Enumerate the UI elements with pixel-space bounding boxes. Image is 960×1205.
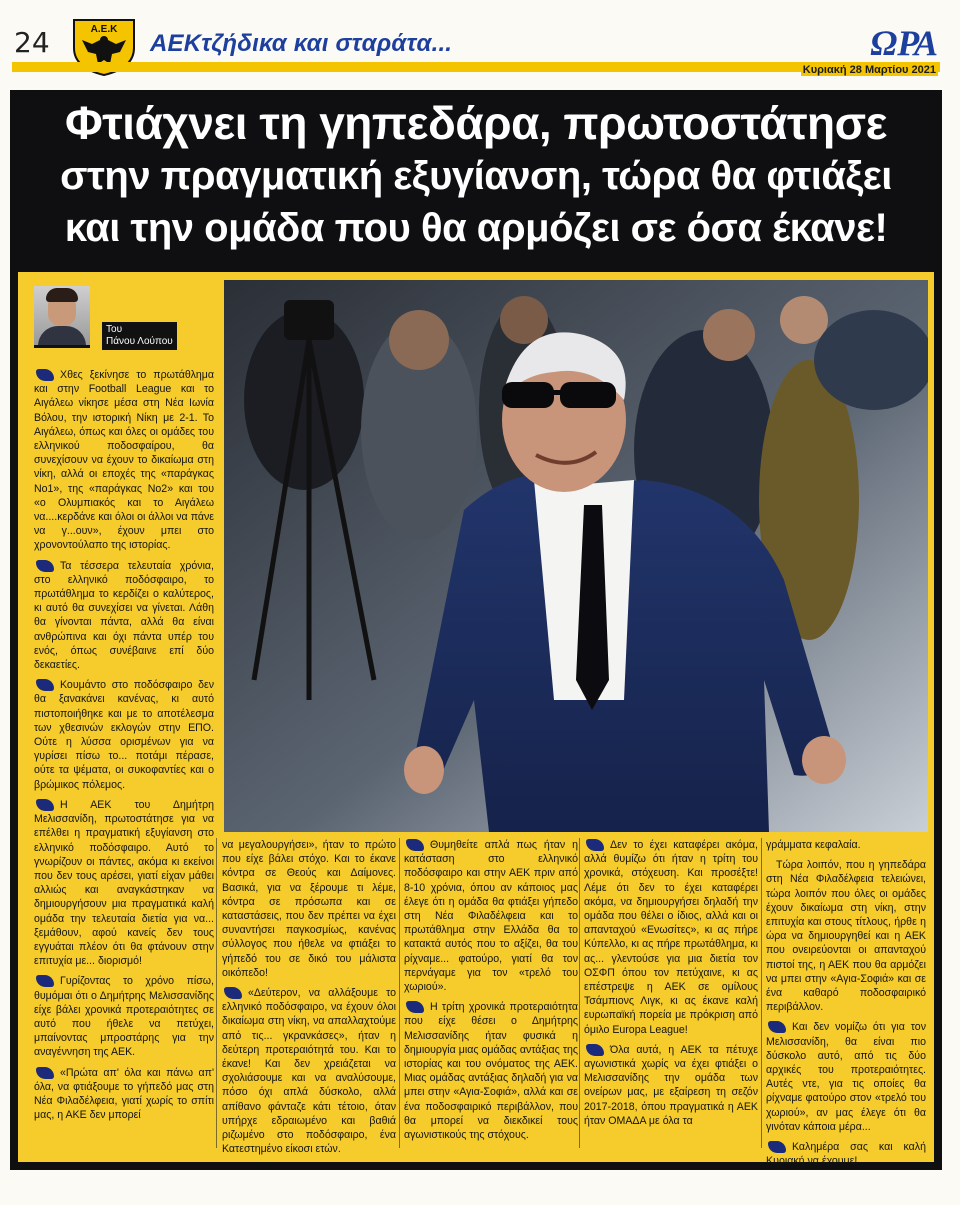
column-divider xyxy=(399,838,400,1148)
paragraph: Χθες ξεκίνησε το πρωτάθλημα και στην Football League και το Αιγάλεω νίκησε μέσα στη Νέα Ιωνία Βόλου, την ιστορική Νίκη με 2-1. Το Αιγάλεω, όπως και όλες οι ομάδες του ελληνικού ποδοσφαίρου, θα συνεχίσουν να έχουν το δικαίωμα στη νίκη, αλλά οι εποχές της «παράγκας Νο1», της «παράγκας Νο2» και του «ο Ολυμπιακός και το Αιγάλεω να....κερδάνε και όλοι οι άλλοι να πάνε να γ...ουν», έχουν μπει στο χρονοντούλαπο της ιστορίας. xyxy=(34,369,214,552)
article-frame xyxy=(10,90,942,1170)
text-column-4 xyxy=(584,838,758,1134)
melissanidis-photo xyxy=(224,280,928,832)
author-photo xyxy=(34,286,90,348)
article-body xyxy=(18,272,934,1168)
issue-date: Κυριακή 28 Μαρτίου 2021 xyxy=(802,64,936,76)
author-prefix: Του xyxy=(106,324,123,335)
column-divider xyxy=(579,838,580,1148)
paragraph: Και δεν νομίζω ότι για τον Μελισσανίδη, θα είναι πιο δύσκολο αυτό, από τις δύο αρχικές του προτεραιότητες. Αυτές ντε, για τις οποίες θα ρίχναμε φατούρο στον «τρελό του χωριού», αν μας έλεγε ότι θα γινόταν κάποια μέρα... xyxy=(766,1021,926,1133)
column-divider xyxy=(216,838,217,1148)
paragraph: να μεγαλουργήσει», ήταν το πρώτο που είχε βάλει στόχο. Και το έκανε κόντρα σε Θεούς και Δαίμονες. Βασικά, για να ξέρουμε τι λέμε, κόντρα σε πρόσωπα και σε καταστάσεις, που δεν πρέπει να έχει συναντήσει παγκοσμίως, κανένας σύλλογος που ήθελε να φτιάξει το γήπεδό του σε δικό του μάλιστα οικόπεδο! xyxy=(222,839,396,979)
headline-line-3: και την ομάδα που θα αρμόζει σε όσα έκανε! xyxy=(64,206,888,250)
text-column-5 xyxy=(766,838,926,1174)
masthead xyxy=(8,18,944,80)
text-column-2 xyxy=(222,838,396,1162)
paragraph: Θυμηθείτε απλά πως ήταν η κατάσταση στο ελληνικό ποδόσφαιρο και στην ΑΕΚ πριν από 8-10 χρόνια, όπου αν κάποιος μας έλεγε ότι η ομάδα θα φτιάξει γήπεδο στη Νέα Φιλαδέλφεια και το πρωτάθλημα στην Ελλάδα θα το κατακτά αυτός που το αξίζει, θα του ρίχναμε... φατούρο, γιατί θα τον περνάγαμε για τον «τρελό του χωριού». xyxy=(404,839,578,994)
paragraph: «Δεύτερον, να αλλάξουμε το ελληνικό ποδόσφαιρο, να έχουν όλοι δικαίωμα στη νίκη, να απαλλαχτούμε από τις... γκρανκάσες», ήταν η δεύτερη προτεραιότητά του. Και το έκανε! Και δεν χρειάζεται να σχολιάσουμε και να αναλύσουμε, πόσο όχι απλά δύσκολο, αλλά απίθανο φάνταζε κάτι τέτοιο, όταν υπήρχε εδραιωμένο και βαθιά ριζωμένο στο ποδόσφαιρο, ένα Κατεστημένο είκοσι ετών. xyxy=(222,987,396,1156)
column-divider xyxy=(761,838,762,1148)
headline-line-1: Φτιάχνει τη γηπεδάρα, πρωτοστάτησε xyxy=(65,97,887,149)
article-photo xyxy=(224,280,928,832)
paragraph: Τώρα λοιπόν, που η γηπεδάρα στη Νέα Φιλαδέλφεια τελειώνει, τώρα λοιπόν που όλες οι ομάδες έχουν δικαίωμα στη νίκη, στην επιτυχία και στους τίτλους, ήρθε η ώρα να δημιουργηθεί και η ΑΕΚ που ονειρεύονται οι απανταχού πιστοί της, η ΑΕΚ που θα αρμόζει να μπει στην «Αγια-Σοφιά» και σε ένα καθαρό ποδοσφαιρικό περιβάλλον. xyxy=(766,859,926,1014)
paragraph: Γυρίζοντας το χρόνο πίσω, θυμόμαι ότι ο Δημήτρης Μελισσανίδης είχε βάλει χρονικά προτεραιότητες σε αυτό που ήθελε να πετύχει, μπαίνοντας μπροστάρης για την αναγέννηση της ΑΕΚ. xyxy=(34,975,214,1059)
page-number: 24 xyxy=(14,26,50,59)
text-column-1 xyxy=(34,368,214,1128)
paragraph: Καλημέρα σας και καλή Κυριακή να έχουμε! xyxy=(766,1141,926,1168)
paragraph: Όλα αυτά, η ΑΕΚ τα πέτυχε αγωνιστικά χωρίς να έχει φτιάξει ο Μελισσανίδης την ομάδα των ονείρων μας, με εξαίρεση τη σεζόν 2017-2018, όπου πραγματικά η ΑΕΚ ήταν ΟΜΑΔΑ με όλα τα xyxy=(584,1043,758,1127)
headline-line-2: στην πραγματική εξυγίανση, τώρα θα φτιάξει xyxy=(60,154,892,198)
paragraph: γράμματα κεφαλαία. xyxy=(766,839,861,851)
author-label xyxy=(102,322,177,350)
paragraph: Η τρίτη χρονικά προτεραιότητα που είχε θέσει ο Δημήτρης Μελισσανίδης ήταν φυσικά η δημιουργία μιας ομάδας αντάξιας της ιστορίας και του ονόματος της ΑΕΚ. Μιας ομάδας αντάξιας δηλαδή για να μπει στην «Αγια-Σοφιά», αλλά και σε ένα ποδοσφαιρικό περιβάλλον, που θα μπορεί να διεκδικεί τους αγωνιστικούς της στόχους. xyxy=(404,1001,578,1142)
author-name: Πάνου Λούπου xyxy=(106,336,173,347)
paragraph: «Πρώτα απ' όλα και πάνω απ' όλα, να φτιάξουμε το γήπεδό μας στη Νέα Φιλαδέλφεια, γιατί χωρίς το σπίτι μας, η ΑΚΕ δεν μπορεί xyxy=(34,1066,214,1122)
crest-lettering: Α.Ε.Κ xyxy=(90,24,118,35)
paragraph: Τα τέσσερα τελευταία χρόνια, στο ελληνικό ποδόσφαιρο, το πρωτάθλημα το κερδίζει ο καλύτερος, κι αυτό θα συνεχίσει να γίνεται. Λάθη θα γίνονται πάντα, αλλά θα είναι ανθρώπινα και όχι πάντα υπέρ του ενός, όπως συνέβαινε επί δύο δεκαετίες. xyxy=(34,559,214,672)
section-title: ΑΕΚτζήδικα και σταράτα... xyxy=(150,30,453,57)
headline xyxy=(10,96,942,254)
newspaper-logo: ΩΡΑ xyxy=(870,23,938,63)
paragraph: Δεν το έχει καταφέρει ακόμα, αλλά θυμίζω ότι ήταν η τρίτη του χρονικά, στόχευση. Και προσέξτε! Λέμε ότι δεν το έχει καταφέρει ακόμα, να δημιουργήσει δηλαδή την ομάδα που θέλει ο ίδιος, αλλά και οι απανταχού «Ενωσίτες», κι ας πήρε Κύπελλο, κι ας πήρε πρωτάθλημα, κι ας... γλεντούσε για μια διετία τον ΟΣΦΠ όπου τον πετύχαινε, κι ας επέστρεψε η ΑΕΚ σε ομίλους Τσάμπιονς Λιγκ, κι ας έκανε καλή ευρωπαϊκή πορεία με πρόκριση από όμιλο Europa League! xyxy=(584,839,758,1036)
paragraph: Κουμάντο στο ποδόσφαιρο δεν θα ξανακάνει κανένας, κι αυτό πιστοποιήθηκε και με το αποτέλεσμα των χθεσινών εκλογών στην ΕΠΟ. Ούτε η λύσσα ορισμένων για να γυρίσει πίσω το... ποτάμι πέρασε, ούτε τα ψέματα, οι συκοφαντίες και ο βρώμικος πόλεμος. xyxy=(34,679,214,791)
text-column-3 xyxy=(404,838,578,1148)
paragraph: Η ΑΕΚ του Δημήτρη Μελισσανίδη, πρωτοστάτησε για να επέλθει η πραγματική εξυγίανση στο ελληνικό ποδόσφαιρο. Αυτό το γνωρίζουν οι πάντες, ακόμα κι εκείνοι που δεν τους αρέσει, γιατί είχαν μάθει αλλιώς και αναγκάστηκαν να δημιουργήσουν μια πραγματικά καλή ομάδα την τελευταία διετία για να... ξεμάθουν, αφού κανείς δεν τους εγγυάται πλέον ότι θα φτάνουν στην επιτυχία με... διορισμό! xyxy=(34,798,214,968)
author-byline xyxy=(34,286,210,356)
